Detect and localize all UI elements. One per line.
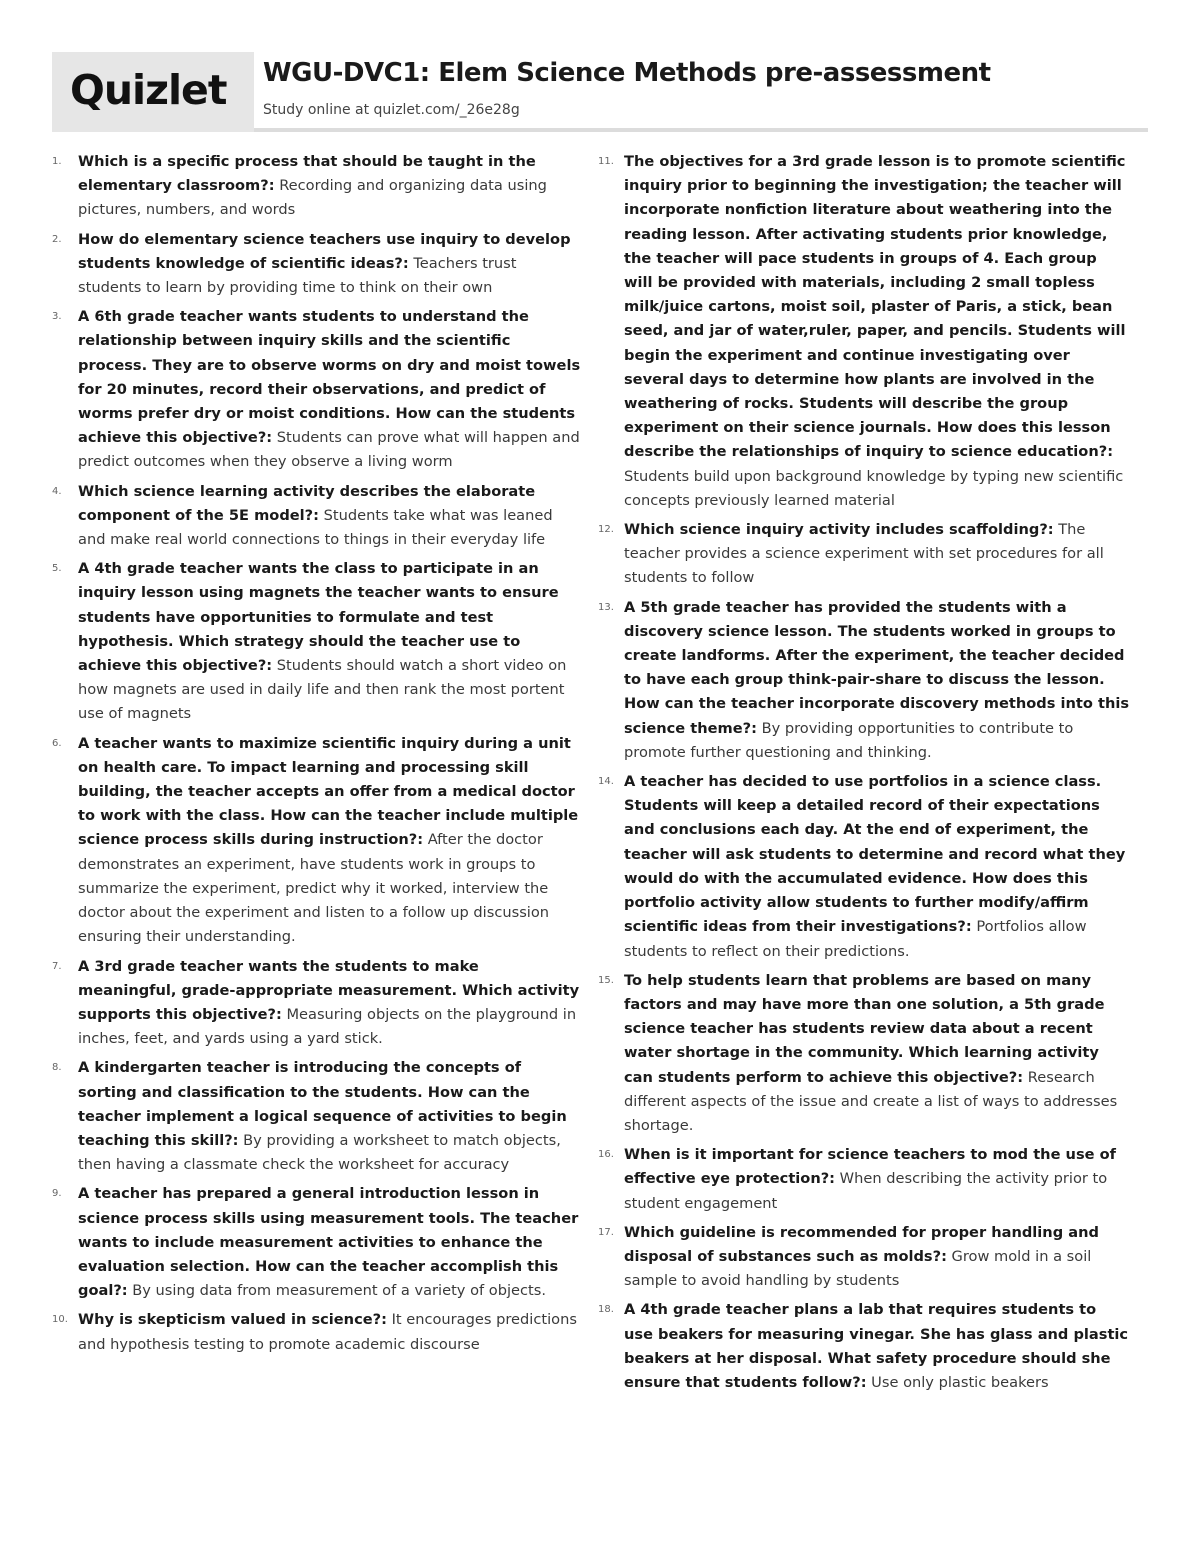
question-item xyxy=(598,1298,1130,1395)
question-number: 4. xyxy=(52,485,62,497)
question-number: 9. xyxy=(52,1188,62,1200)
question-item xyxy=(598,518,1130,591)
question-number: 8. xyxy=(52,1062,62,1074)
question-text: A 5th grade teacher has provided the students with a discovery science lesson. The students worked in groups to create landforms. After the experiment, the teacher decided to have each group think-pair-share to discuss the lesson. How can the teacher incorporate discovery methods into this science theme?: xyxy=(624,598,1130,737)
question-number: 3. xyxy=(52,311,62,323)
question-text: Which guideline is recommended for proper handling and disposal of substances such as molds?: xyxy=(624,1223,1099,1265)
question-text: A kindergarten teacher is introducing the concepts of sorting and classification to the students. How can the teacher implement a logical sequence of activities to begin teaching this skill?: xyxy=(78,1059,567,1149)
right-question-column xyxy=(598,150,1130,1400)
question-text: Which science learning activity describes the elaborate component of the 5E model?: xyxy=(78,482,536,524)
answer-text: By providing opportunities to contribute to promote further questioning and thinking. xyxy=(624,719,1074,761)
question-text: Which is a specific process that should be taught in the elementary classroom?: xyxy=(78,153,536,195)
question-item xyxy=(52,228,582,301)
question-text: A 6th grade teacher wants students to understand the relationship between inquiry skills and the scientific process. They are to observe worms on dry and moist towels for 20 minutes, record their observations, and predict of worms prefer dry or moist conditions. How can the students achieve this objective?: xyxy=(78,308,581,447)
question-number: 13. xyxy=(598,601,614,613)
question-item xyxy=(52,557,582,726)
answer-text: Students build upon background knowledge by typing new scientific concepts previously learned material xyxy=(624,467,1124,509)
question-item xyxy=(598,1221,1130,1294)
question-text: A teacher has prepared a general introduction lesson in science process skills using measurement tools. The teacher wants to include measurement activities to enhance the evaluation selection. How can the teacher accomplish this goal?: xyxy=(78,1185,579,1300)
study-online-link: Study online at quizlet.com/_26e28g xyxy=(263,102,520,118)
answer-text: The teacher provides a science experiment with set procedures for all students to follow xyxy=(624,521,1104,587)
answer-text: Portfolios allow students to reflect on their predictions. xyxy=(624,918,1087,960)
answer-text: Students should watch a short video on how magnets are used in daily life and then rank the most portent use of magnets xyxy=(78,657,567,723)
answer-text: By providing a worksheet to match objects, then having a classmate check the worksheet for accuracy xyxy=(78,1131,561,1174)
page-header xyxy=(52,52,1148,132)
answer-text: Students can prove what will happen and predict outcomes when they observe a living worm xyxy=(78,429,580,471)
question-item xyxy=(52,732,582,950)
question-item xyxy=(52,305,582,474)
question-text: To help students learn that problems are based on many factors and may have more than one solution, a 5th grade science teacher has students review data about a recent water shortage in the community. Which learning activity can students perform to achieve this objective?: xyxy=(624,971,1105,1086)
question-number: 12. xyxy=(598,524,614,536)
question-number: 15. xyxy=(598,974,614,986)
question-item xyxy=(598,596,1130,765)
question-number: 11. xyxy=(598,156,614,167)
question-item xyxy=(52,1056,582,1177)
question-text: A 3rd grade teacher wants the students to make meaningful, grade-appropriate measurement. Which activity supports this objective?: xyxy=(78,957,580,1023)
answer-text: Teachers trust students to learn by providing time to think on their own xyxy=(78,254,517,297)
question-item xyxy=(598,969,1130,1138)
logo-text: Quizlet xyxy=(70,66,227,114)
quizlet-logo xyxy=(52,52,254,132)
question-text: How do elementary science teachers use inquiry to develop students knowledge of scientific ideas?: xyxy=(78,230,571,272)
answer-text: Research different aspects of the issue and create a list of ways to addresses shortage. xyxy=(624,1068,1118,1134)
question-text: Which science inquiry activity includes scaffolding?: xyxy=(624,521,1054,539)
answer-text: By using data from measurement of a variety of objects. xyxy=(132,1282,546,1300)
question-item xyxy=(52,1308,582,1356)
question-number: 17. xyxy=(598,1226,614,1238)
question-text: A 4th grade teacher wants the class to participate in an inquiry lesson using magnets the teacher wants to ensure students have opportunities to formulate and test hypothesis. Which strategy should the teacher use to achieve this objective?: xyxy=(78,560,559,675)
answer-text: Recording and organizing data using pictures, numbers, and words xyxy=(78,177,547,219)
answer-text: When describing the activity prior to student engagement xyxy=(624,1170,1108,1212)
question-number: 1. xyxy=(52,156,62,167)
question-text: A teacher wants to maximize scientific inquiry during a unit on health care. To impact learning and processing skill building, the teacher accepts an offer from a medical doctor to work with the class. How can the teacher include multiple science process skills during instruction?: xyxy=(78,734,579,849)
answer-text: Use only plastic beakers xyxy=(871,1373,1049,1391)
answer-text: It encourages predictions and hypothesis testing to promote academic discourse xyxy=(78,1311,577,1353)
header-divider xyxy=(254,128,1148,132)
question-number: 6. xyxy=(52,737,62,749)
question-number: 5. xyxy=(52,563,62,575)
question-number: 14. xyxy=(598,776,614,788)
question-item xyxy=(598,770,1130,964)
document-title: WGU-DVC1: Elem Science Methods pre-assessment xyxy=(263,58,991,88)
question-number: 18. xyxy=(598,1304,614,1316)
question-text: Why is skepticism valued in science?: xyxy=(78,1311,387,1329)
question-item xyxy=(52,480,582,553)
question-text: When is it important for science teachers to mod the use of effective eye protection?: xyxy=(624,1146,1116,1188)
question-number: 10. xyxy=(52,1314,68,1326)
answer-text: Measuring objects on the playground in inches, feet, and yards using a yard stick. xyxy=(78,1005,577,1048)
question-item xyxy=(52,1182,582,1303)
question-item xyxy=(52,955,582,1052)
question-text: The objectives for a 3rd grade lesson is to promote scientific inquiry prior to beginning the investigation; the teacher will incorporate nonfiction literature about weathering into the reading lesson. After activating students prior knowledge, the teacher will pace students in groups of 4. Each group will be provided with materials, including 2 small topless milk/juice cartons, moist soil, plaster of Paris, a stick, bean seed, and jar of water,ruler, paper, and pencils. Students will begin the experiment and continue investigating over several days to determine how plants are involved in the weathering of rocks. Students will describe the group experiment on their science journals. How does this lesson describe the relationships of inquiry to science education?: xyxy=(624,153,1126,461)
left-question-column xyxy=(52,150,582,1362)
question-number: 7. xyxy=(52,960,62,972)
question-number: 16. xyxy=(598,1149,614,1161)
question-number: 2. xyxy=(52,233,62,245)
answer-text: Grow mold in a soil sample to avoid handling by students xyxy=(624,1247,1092,1290)
question-item xyxy=(52,150,582,223)
answer-text: Students take what was leaned and make real world connections to things in their everyday life xyxy=(78,506,553,549)
question-item xyxy=(598,1143,1130,1216)
question-text: A 4th grade teacher plans a lab that requires students to use beakers for measuring vinegar. She has glass and plastic beakers at her disposal. What safety procedure should she ensure that students follow?: xyxy=(624,1301,1129,1391)
question-text: A teacher has decided to use portfolios in a science class. Students will keep a detailed record of their expectations and conclusions each day. At the end of experiment, the teacher will ask students to determine and record what they would do with the accumulated evidence. How does this portfolio activity allow students to further modify/affirm scientific ideas from their investigations?: xyxy=(624,773,1126,936)
answer-text: After the doctor demonstrates an experiment, have students work in groups to summarize the experiment, predict why it worked, interview the doctor about the experiment and listen to a follow up discussion ensuring their understanding. xyxy=(78,831,550,946)
question-item xyxy=(598,150,1130,513)
